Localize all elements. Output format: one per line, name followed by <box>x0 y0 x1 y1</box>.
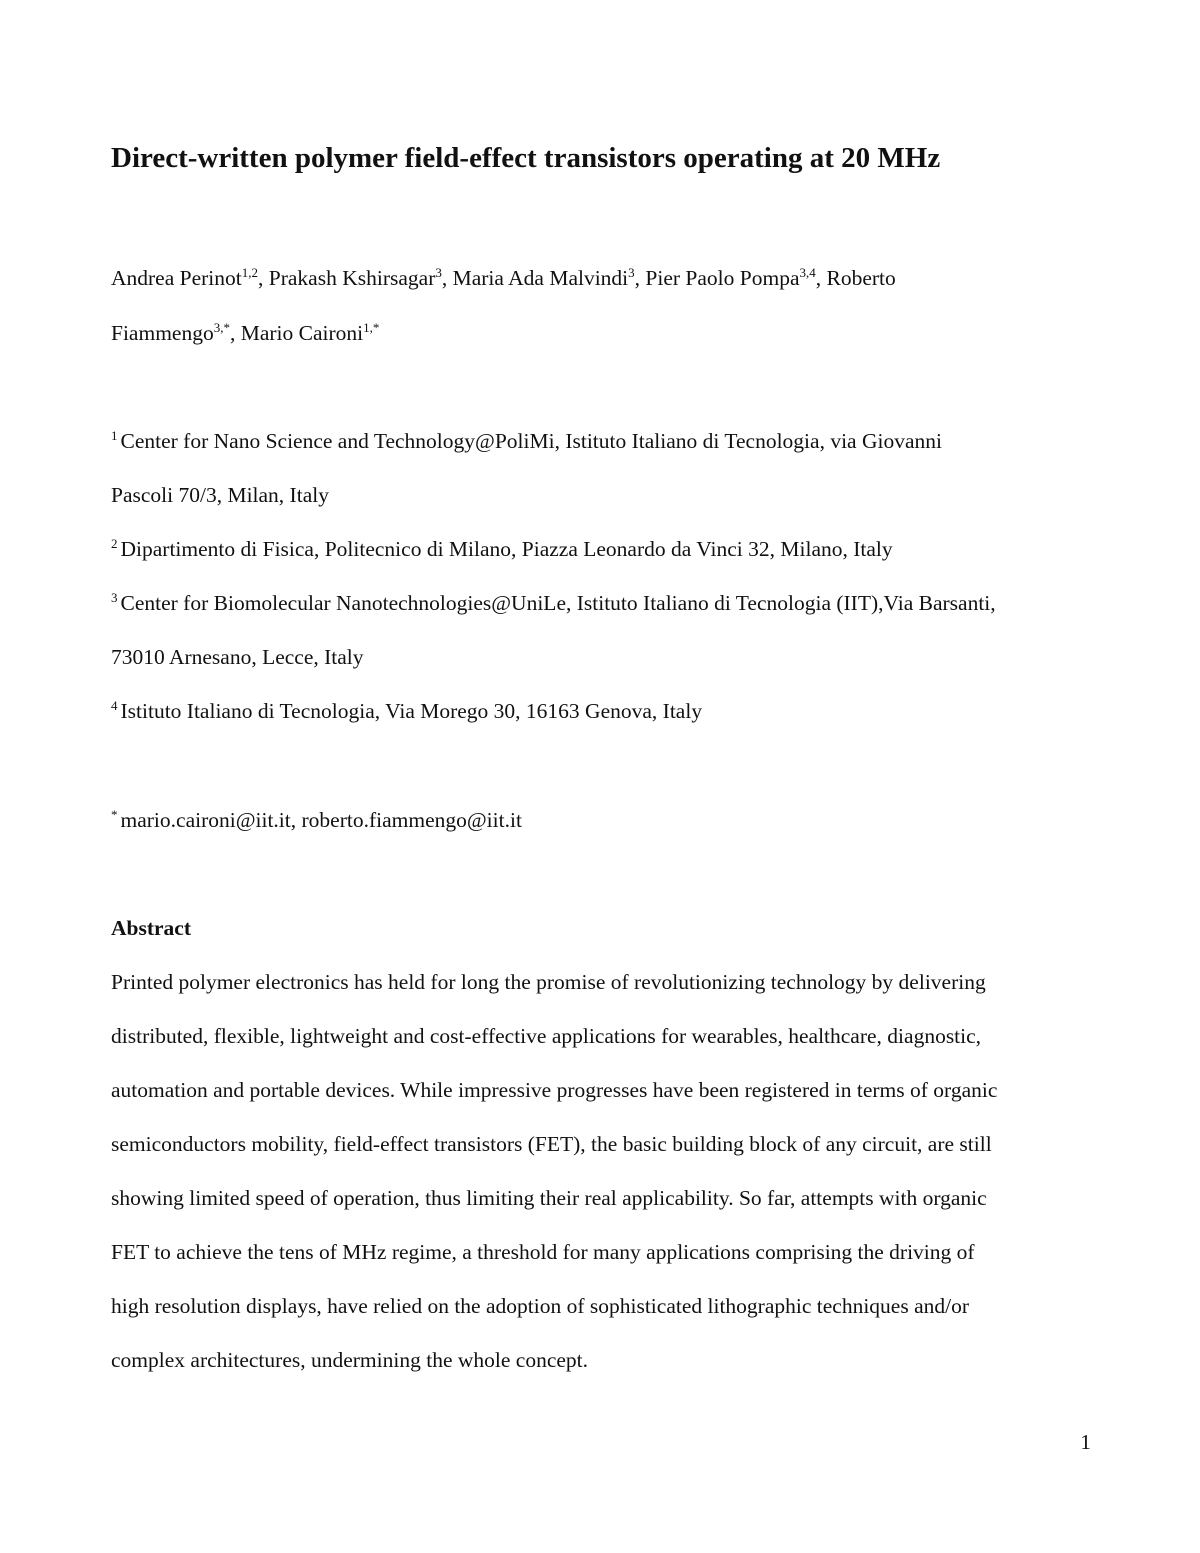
author-name: Fiammengo <box>111 321 214 345</box>
abstract-line: showing limited speed of operation, thus limiting their real applicability. So far, attempts with organic <box>111 1186 987 1210</box>
author-name: Pier Paolo Pompa <box>645 266 800 290</box>
author-separator: , <box>229 321 241 345</box>
author-separator: , <box>634 266 646 290</box>
author-affiliation-sup: 3,* <box>213 320 230 335</box>
author-name: Prakash Kshirsagar <box>268 266 436 290</box>
author-separator: , <box>815 266 827 290</box>
affiliation-mark: 2 <box>111 536 118 551</box>
abstract-heading: Abstract <box>111 916 192 940</box>
paper-title: Direct-written polymer field-effect transistors operating at 20 MHz <box>111 142 941 174</box>
author-affiliation-sup: 3 <box>628 265 635 280</box>
paper-page <box>111 0 1091 1553</box>
author-name: Andrea Perinot <box>111 266 242 290</box>
affiliation-mark: 1 <box>111 428 118 443</box>
abstract-line: FET to achieve the tens of MHz regime, a threshold for many applications comprising the driving of <box>111 1240 975 1264</box>
authors-line-1 <box>111 263 896 293</box>
author-name: Maria Ada Malvindi <box>452 266 629 290</box>
affiliation-mark: 3 <box>111 590 118 605</box>
correspondence-emails: mario.caironi@iit.it, roberto.fiammengo@iit.it <box>120 808 522 832</box>
author-affiliation-sup: 3 <box>435 265 442 280</box>
affiliation-text: Center for Nano Science and Technology@PoliMi, Istituto Italiano di Tecnologia, via Giovanni <box>120 429 942 453</box>
author-affiliation-sup: 1,2 <box>241 265 259 280</box>
author-affiliation-sup: 3,4 <box>799 265 816 280</box>
page-number: 1 <box>1080 1430 1091 1454</box>
affiliation-1 <box>111 426 942 456</box>
abstract-line: Printed polymer electronics has held for long the promise of revolutionizing technology by delivering <box>111 970 986 994</box>
affiliation-text: Istituto Italiano di Tecnologia, Via Morego 30, 16163 Genova, Italy <box>120 699 703 723</box>
affiliation-2 <box>111 534 893 564</box>
affiliation-mark: 4 <box>111 698 118 713</box>
abstract-line: automation and portable devices. While impressive progresses have been registered in terms of organic <box>111 1078 998 1102</box>
affiliation-text: Dipartimento di Fisica, Politecnico di Milano, Piazza Leonardo da Vinci 32, Milano, Italy <box>120 537 893 561</box>
author-affiliation-sup: 1,* <box>363 320 380 335</box>
authors-line-2 <box>111 318 379 348</box>
affiliation-text: Center for Biomolecular Nanotechnologies@UniLe, Istituto Italiano di Tecnologia (IIT),Via Barsanti, <box>120 591 996 615</box>
abstract-line: high resolution displays, have relied on the adoption of sophisticated lithographic techniques and/or <box>111 1294 970 1318</box>
author-name: Mario Caironi <box>240 321 364 345</box>
correspondence-mark: * <box>111 807 118 822</box>
abstract-line: semiconductors mobility, field-effect transistors (FET), the basic building block of any circuit, are still <box>111 1132 992 1156</box>
correspondence <box>111 805 522 835</box>
author-name: Roberto <box>826 266 896 290</box>
affiliation-3-continued: 73010 Arnesano, Lecce, Italy <box>111 645 364 669</box>
author-separator: , <box>258 266 269 290</box>
affiliation-1-continued: Pascoli 70/3, Milan, Italy <box>111 483 329 507</box>
affiliation-4 <box>111 696 702 726</box>
author-separator: , <box>441 266 453 290</box>
affiliation-3 <box>111 588 996 618</box>
abstract-line: distributed, flexible, lightweight and cost-effective applications for wearables, healthcare, diagnostic, <box>111 1024 982 1048</box>
abstract-line: complex architectures, undermining the whole concept. <box>111 1348 589 1372</box>
